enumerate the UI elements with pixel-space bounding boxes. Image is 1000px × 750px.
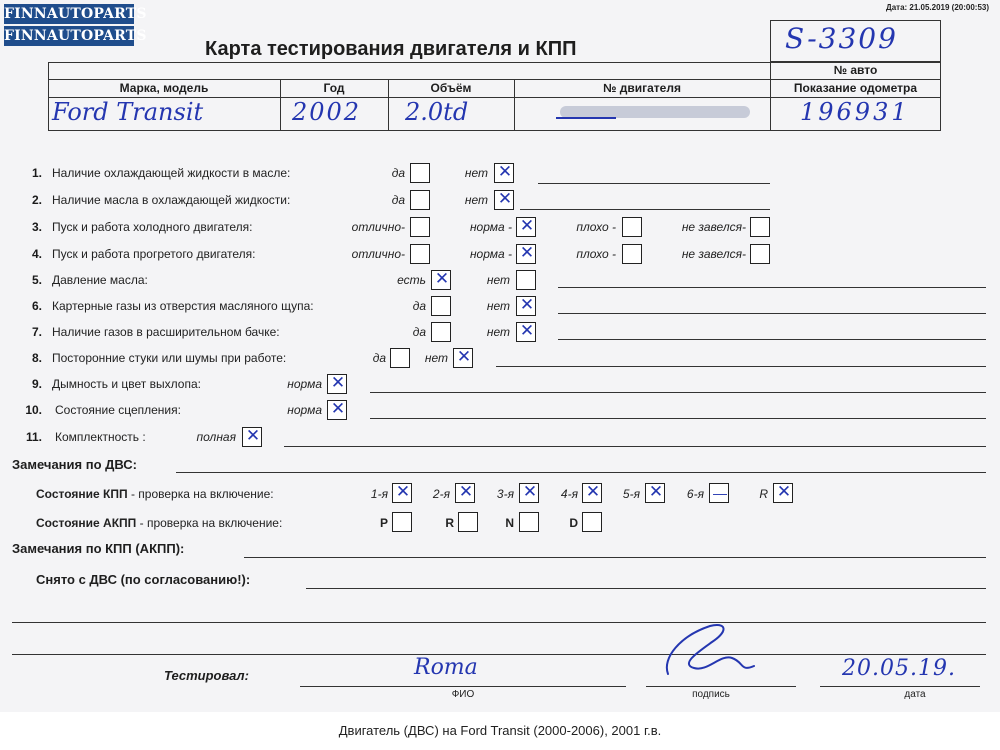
- gear-label: 2-я: [432, 487, 450, 501]
- checkbox-no[interactable]: [494, 163, 514, 183]
- auto-number-value: S-3309: [785, 22, 898, 55]
- option-label: нет: [486, 299, 510, 313]
- item-text: Картерные газы из отверстия масляного щупа:: [52, 299, 314, 313]
- option-label: норма -: [469, 220, 512, 234]
- option-label: нет: [424, 351, 448, 365]
- checkbox-absent[interactable]: [516, 270, 536, 290]
- model-value: Ford Transit: [52, 98, 204, 126]
- gear-label: 4-я: [560, 487, 578, 501]
- checkbox-mode-r[interactable]: [458, 512, 478, 532]
- notes-line: [496, 366, 986, 367]
- date-caption: дата: [904, 689, 926, 700]
- option-label: нет: [486, 325, 510, 339]
- gearbox-label: [36, 487, 274, 501]
- auto-gearbox-label: [36, 516, 282, 530]
- checkbox-gear-reverse[interactable]: [773, 483, 793, 503]
- mode-label: D: [569, 516, 578, 530]
- fio-line: [300, 686, 626, 687]
- checkbox-mode-p[interactable]: [392, 512, 412, 532]
- removed-line-3: [12, 654, 986, 655]
- checkbox-gear-6[interactable]: [709, 483, 729, 503]
- checkbox-excellent[interactable]: [410, 217, 430, 237]
- date-stamp: Дата: 21.05.2019 (20:00:53): [886, 3, 990, 12]
- option-label: норма: [287, 403, 322, 417]
- option-label: да: [412, 325, 426, 339]
- checkbox-normal[interactable]: [516, 244, 536, 264]
- checkbox-yes[interactable]: [431, 296, 451, 316]
- checkbox-no[interactable]: [494, 190, 514, 210]
- checkbox-not-started[interactable]: [750, 217, 770, 237]
- item-text: Пуск и работа холодного двигателя:: [52, 220, 253, 234]
- checkbox-normal[interactable]: [327, 400, 347, 420]
- page-title: Карта тестирования двигателя и КПП: [205, 38, 577, 60]
- auto-gearbox-label-rest: - проверка на включение:: [136, 516, 283, 530]
- option-label: полная: [196, 430, 236, 444]
- option-label: есть: [397, 273, 426, 287]
- checkbox-gear-5[interactable]: [645, 483, 665, 503]
- option-label: не завелся-: [681, 247, 746, 261]
- item-number: 2.: [31, 193, 42, 207]
- model-label: Марка, модель: [119, 81, 209, 95]
- checkbox-normal[interactable]: [327, 374, 347, 394]
- page-caption: Двигатель (ДВС) на Ford Transit (2000-2006), 2001 г.в.: [0, 712, 1000, 750]
- signature-mark: [650, 618, 770, 688]
- engine-remarks-line: [176, 472, 986, 473]
- checkbox-gear-1[interactable]: [392, 483, 412, 503]
- year-label: Год: [323, 81, 345, 95]
- item-number: 10.: [25, 403, 42, 417]
- item-number: 8.: [31, 351, 42, 365]
- item-text: Наличие газов в расширительном бачке:: [52, 325, 280, 339]
- checkbox-complete[interactable]: [242, 427, 262, 447]
- checkbox-gear-2[interactable]: [455, 483, 475, 503]
- checkbox-no[interactable]: [516, 296, 536, 316]
- item-number: 3.: [31, 220, 42, 234]
- option-label: нет: [464, 193, 488, 207]
- removed-line: [306, 588, 986, 589]
- checkbox-no[interactable]: [453, 348, 473, 368]
- removed-label: Снято с ДВС (по согласованию!):: [36, 572, 251, 587]
- removed-line-2: [12, 622, 986, 623]
- notes-line: [284, 446, 986, 447]
- year-value: 2002: [292, 98, 362, 126]
- auto-gearbox-label-bold: Состояние АКПП: [36, 516, 137, 530]
- brand-logo: FINNAUTOPARTS: [4, 6, 147, 22]
- volume-label: Объём: [430, 81, 472, 95]
- notes-line: [558, 339, 986, 340]
- checkbox-gear-3[interactable]: [519, 483, 539, 503]
- fio-caption: ФИО: [451, 689, 475, 700]
- item-number: 11.: [25, 430, 42, 444]
- option-label: да: [412, 299, 426, 313]
- checkbox-excellent[interactable]: [410, 244, 430, 264]
- gearbox-label-bold: Состояние КПП: [36, 487, 128, 501]
- odometer-label: Показание одометра: [793, 81, 918, 95]
- signature-caption: подпись: [692, 689, 730, 700]
- odometer-value: 196931: [800, 98, 910, 126]
- mode-label: R: [445, 516, 454, 530]
- item-number: 5.: [31, 273, 42, 287]
- item-text: Комплектность :: [55, 430, 146, 444]
- item-number: 7.: [31, 325, 42, 339]
- checkbox-present[interactable]: [431, 270, 451, 290]
- option-label: отлично-: [351, 247, 405, 261]
- mode-label: P: [379, 516, 388, 530]
- checkbox-bad[interactable]: [622, 244, 642, 264]
- checkbox-yes[interactable]: [410, 163, 430, 183]
- option-label: нет: [464, 166, 488, 180]
- checkbox-not-started[interactable]: [750, 244, 770, 264]
- option-label: норма: [287, 377, 322, 391]
- engine-remarks-label: Замечания по ДВС:: [12, 457, 137, 472]
- gear-label: 6-я: [686, 487, 704, 501]
- gearbox-remarks-line: [244, 557, 986, 558]
- option-label: норма -: [469, 247, 512, 261]
- date-line: [820, 686, 980, 687]
- item-text: Наличие охлаждающей жидкости в масле:: [52, 166, 291, 180]
- gear-label: R: [759, 487, 768, 501]
- checkbox-mode-n[interactable]: [519, 512, 539, 532]
- engine-number-label: № двигателя: [603, 81, 681, 95]
- engine-number-strike: [556, 117, 616, 119]
- notes-line: [370, 418, 986, 419]
- gearbox-remarks-label: Замечания по КПП (АКПП):: [12, 541, 185, 556]
- item-text: Состояние сцепления:: [55, 403, 181, 417]
- gearbox-label-rest: - проверка на включение:: [127, 487, 274, 501]
- option-label: плохо -: [576, 220, 616, 234]
- notes-line: [370, 392, 986, 393]
- option-label: отлично-: [351, 220, 405, 234]
- gear-label: 5-я: [622, 487, 640, 501]
- notes-line: [558, 313, 986, 314]
- option-label: да: [391, 166, 405, 180]
- checkbox-normal[interactable]: [516, 217, 536, 237]
- mode-label: N: [505, 516, 514, 530]
- notes-line: [520, 209, 770, 210]
- checkbox-yes[interactable]: [410, 190, 430, 210]
- item-text: Давление масла:: [52, 273, 148, 287]
- option-label: плохо -: [576, 247, 616, 261]
- item-number: 4.: [31, 247, 42, 261]
- brand-logo-secondary: FINNAUTOPARTS: [4, 28, 147, 44]
- option-label: нет: [486, 273, 510, 287]
- item-number: 6.: [31, 299, 42, 313]
- checkbox-yes[interactable]: [390, 348, 410, 368]
- checkbox-gear-4[interactable]: [582, 483, 602, 503]
- notes-line: [558, 287, 986, 288]
- item-number: 1.: [31, 166, 42, 180]
- volume-value: 2.0td: [405, 98, 469, 126]
- checkbox-no[interactable]: [516, 322, 536, 342]
- tester-name: Roma: [414, 655, 478, 680]
- item-text: Дымность и цвет выхлопа:: [52, 377, 201, 391]
- checkbox-mode-d[interactable]: [582, 512, 602, 532]
- item-text: Наличие масла в охлаждающей жидкости:: [52, 193, 291, 207]
- item-number: 9.: [31, 377, 42, 391]
- checkbox-bad[interactable]: [622, 217, 642, 237]
- gear-label: 3-я: [496, 487, 514, 501]
- item-text: Посторонние стуки или шумы при работе:: [52, 351, 287, 365]
- gear-label: 1-я: [370, 487, 388, 501]
- signature-line: [646, 686, 796, 687]
- item-text: Пуск и работа прогретого двигателя:: [52, 247, 256, 261]
- auto-number-label: № авто: [833, 63, 878, 77]
- checkbox-yes[interactable]: [431, 322, 451, 342]
- test-date-value: 20.05.19.: [842, 656, 956, 681]
- notes-line: [538, 183, 770, 184]
- option-label: да: [372, 351, 386, 365]
- option-label: да: [391, 193, 405, 207]
- tested-by-label: Тестировал:: [164, 668, 249, 683]
- option-label: не завелся-: [681, 220, 746, 234]
